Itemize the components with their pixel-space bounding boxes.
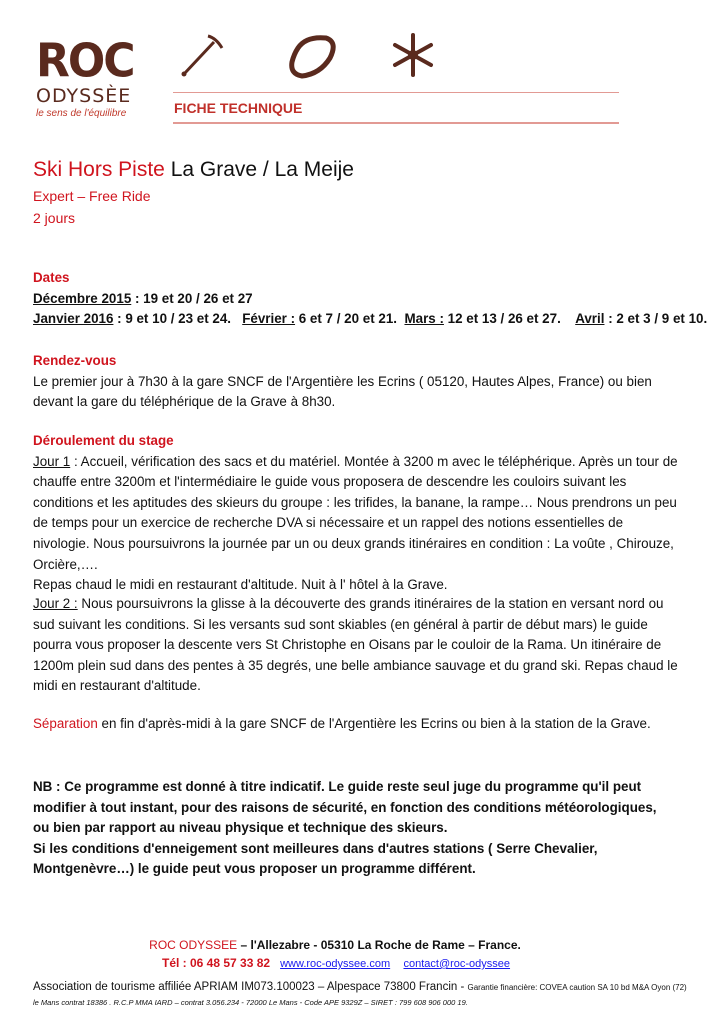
deroulement-heading: Déroulement du stage xyxy=(33,433,174,448)
rendezvous-text: Le premier jour à 7h30 à la gare SNCF de l'Argentière les Ecrins ( 05120, Hautes Alpes, France) ou bien devant la gare du téléphérique de la Grave à 8h30. xyxy=(33,373,652,410)
header-rule-top xyxy=(173,92,619,93)
day2-text: Nous poursuivrons la glisse à la découverte des grands itinéraires de la station en versant nord ou sud suivant les conditions. Si les versants sud sont skiables (en général à partir de début mars) le guide pourra vous proposer la descente vers St Christophe en Oisans par le couloir de la Rama. Un itinéraire de 1200m plein sud dans des pentes à 35 degrés, une belle ambiance sauvage et du grand ski. Repas chaud le midi en restaurant d'altitude. xyxy=(33,596,678,694)
title-prefix: Ski Hors Piste xyxy=(33,158,165,181)
legal-guarantee: Garantie financière: COVEA caution SA 10 bd M&A Oyon (72) xyxy=(467,983,687,992)
deroulement-section xyxy=(33,431,678,596)
apr-label: Avril xyxy=(575,311,605,327)
footer-legal-1 xyxy=(33,981,687,993)
separation xyxy=(33,714,693,735)
dec-label: Décembre 2015 xyxy=(33,290,132,306)
footer-phone: Tél : 06 48 57 33 82 xyxy=(162,956,271,970)
day2-section xyxy=(33,594,678,697)
feb-label: Février : xyxy=(242,311,296,327)
ice-axe-icon xyxy=(178,32,232,80)
logo-brand: ROC xyxy=(36,34,134,89)
snowflake-icon xyxy=(388,32,438,78)
day1-text: : Accueil, vérification des sacs et du matériel. Montée à 3200 m avec le téléphérique. Après un tour de chauffe entre 3200m et l'intermédiaire le guide vous proposera de descendre les couloirs suivant les conditions et les aptitudes des skieurs du groupe : les trifides, la banane, la rampe… Nous prendrons un peu de temps pour un exercice de recherche DVA si nécessaire et un rappel des notions essentielles de nivologie. Nous poursuivrons la journée par un ou deux grands itinéraires en condition : La voûte , Chirouze, Orcière,…. xyxy=(33,453,678,572)
day1-label: Jour 1 xyxy=(33,453,71,469)
header-rule-bottom xyxy=(173,122,619,124)
page-title xyxy=(33,158,354,182)
logo-sub: ODYSSÈE xyxy=(36,85,132,107)
website-link[interactable]: www.roc-odyssee.com xyxy=(280,958,391,970)
feb-dates: 6 et 7 / 20 et 21. xyxy=(295,311,405,327)
apr-dates: : 2 et 3 / 9 et 10. xyxy=(604,311,708,327)
nb-section xyxy=(33,777,673,880)
rendezvous-section xyxy=(33,351,678,413)
footer-address-text: – l'Allezabre - 05310 La Roche de Rame – France. xyxy=(237,938,521,952)
title-rest: La Grave / La Meije xyxy=(164,158,354,181)
separation-label: Séparation xyxy=(33,716,98,731)
nb-text-2: Si les conditions d'enneigement sont meilleures dans d'autres stations ( Serre Chevalier, Montgenèvre…) le guide peut vous proposer un programme différent. xyxy=(33,840,598,877)
mar-dates: 12 et 13 / 26 et 27. xyxy=(443,311,576,327)
logo-tagline: le sens de l'équilibre xyxy=(36,108,127,119)
dec-dates: : 19 et 20 / 26 et 27 xyxy=(131,290,253,306)
duration: 2 jours xyxy=(33,210,76,226)
logo xyxy=(36,34,144,126)
footer-contact xyxy=(162,956,510,970)
mar-label: Mars : xyxy=(404,311,444,327)
day1-meal: Repas chaud le midi en restaurant d'altitude. Nuit à l' hôtel à la Grave. xyxy=(33,577,448,593)
footer-address xyxy=(0,938,670,952)
rendezvous-heading: Rendez-vous xyxy=(33,353,117,368)
jan-dates: : 9 et 10 / 23 et 24. xyxy=(113,311,243,327)
dates-section xyxy=(33,268,708,330)
nb-text-1: NB : Ce programme est donné à titre indicatif. Le guide reste seul juge du programme qu'il peut modifier à tout instant, pour des raisons de sécurité, en fonction des conditions météorologiques, ou bien par rapport au niveau physique et technique des skieurs. xyxy=(33,779,657,836)
section-label: FICHE TECHNIQUE xyxy=(174,100,303,116)
jan-label: Janvier 2016 xyxy=(33,311,114,327)
footer-org: ROC ODYSSEE xyxy=(149,938,238,952)
day2-label: Jour 2 : xyxy=(33,596,78,611)
separation-text: en fin d'après-midi à la gare SNCF de l'Argentière les Ecrins ou bien à la station de la Grave. xyxy=(97,716,651,731)
level: Expert – Free Ride xyxy=(33,188,151,204)
carabiner-icon xyxy=(286,34,342,80)
email-link[interactable]: contact@roc-odyssee xyxy=(403,958,511,970)
legal-text-1: Association de tourisme affiliée APRIAM IM073.100023 – Alpespace 73800 Francin - xyxy=(33,981,468,993)
footer-legal-2: le Mans contrat 18386 . R.C.P MMA IARD – contrat 3.056.234 - 72000 Le Mans - Code APE 9329Z – SIRET : 799 608 906 000 19. xyxy=(33,998,468,1007)
dates-heading: Dates xyxy=(33,270,70,285)
